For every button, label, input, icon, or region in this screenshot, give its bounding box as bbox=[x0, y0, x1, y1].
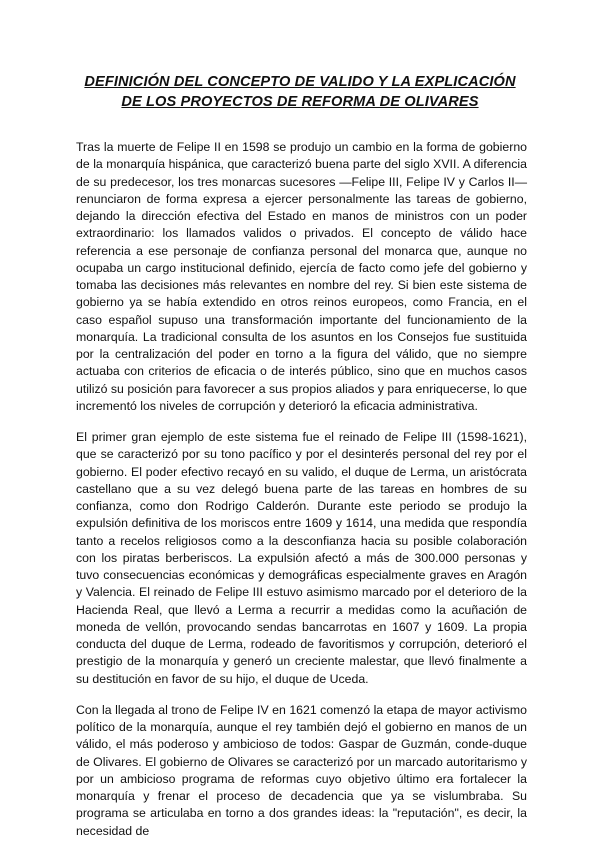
paragraph-validos: Tras la muerte de Felipe II en 1598 se produjo un cambio en la forma de gobierno de la monarquía hispánica, que caracterizó buena parte del siglo XVII. A diferencia de su predecesor, los tres monarcas sucesores —Felipe III, Felipe IV y Carlos II— renunciaron de forma expresa a ejercer personalmente las tareas de gobierno, dejando la dirección efectiva del Estado en manos de ministros con un poder extraordinario: los llamados validos o privados. El concepto de válido hace referencia a ese personaje de confianza personal del monarca que, aunque no ocupaba un cargo institucional definido, ejercía de facto como jefe del gobierno y tomaba las decisiones más relevantes en nombre del rey. Si bien este sistema de gobierno ya se había extendido en otros reinos europeos, como Francia, en el caso español supuso una transformación importante del funcionamiento de la monarquía. La tradicional consulta de los asuntos en los Consejos fue sustituida por la centralización del poder en torno a la figura del válido, que no siempre actuaba con criterios de eficacia o de interés público, sino que en muchos casos utilizó su posición para favorecer a sus propios aliados y para enriquecerse, lo que incrementó los niveles de corrupción y deterioró la eficacia administrativa. bbox=[76, 140, 527, 413]
document-body bbox=[76, 139, 527, 854]
title-line-1: DEFINICIÓN DEL CONCEPTO DE VALIDO Y LA EXPLICACIÓN bbox=[84, 74, 516, 90]
document-title bbox=[60, 72, 540, 112]
title-line-2: DE LOS PROYECTOS DE REFORMA DE OLIVARES bbox=[121, 94, 479, 110]
paragraph-olivares: Con la llegada al trono de Felipe IV en 1621 comenzó la etapa de mayor activismo político de la monarquía, aunque el rey también dejó el gobierno en manos de un válido, el más poderoso y ambicioso de todos: Gaspar de Guzmán, conde-duque de Olivares. El gobierno de Olivares se caracterizó por un marcado autoritarismo y por un ambicioso programa de reformas cuyo objetivo último era fortalecer la monarquía y frenar el proceso de decadencia que ya se vislumbraba. Su programa se articulaba en torno a dos grandes ideas: la "reputación", es decir, la necesidad de bbox=[76, 702, 527, 838]
paragraph-felipe-iii: El primer gran ejemplo de este sistema fue el reinado de Felipe III (1598-1621), que se caracterizó por su tono pacífico y por el desinterés personal del rey por el gobierno. El poder efectivo recayó en su valido, el duque de Lerma, un aristócrata castellano que a su vez delegó buena parte de las tareas en hombres de su confianza, como don Rodrigo Calderón. Durante este periodo se produjo la expulsión definitiva de los moriscos entre 1609 y 1614, una medida que respondía tanto a recelos religiosos como a la desconfianza hacia su posible colaboración con los piratas berberiscos. La expulsión afectó a más de 300.000 personas y tuvo consecuencias económicas y demográficas especialmente graves en Aragón y Valencia. El reinado de Felipe III estuvo asimismo marcado por el deterioro de la Hacienda Real, que llevó a Lerma a recurrir a medidas como la acuñación de moneda de vellón, provocando sendas bancarrotas en 1607 y 1609. La propia conducta del duque de Lerma, rodeado de favoritismos y corrupción, deterioró el prestigio de la monarquía y generó un creciente malestar, que llevó finalmente a su destitución en favor de su hijo, el duque de Uceda. bbox=[76, 430, 527, 686]
